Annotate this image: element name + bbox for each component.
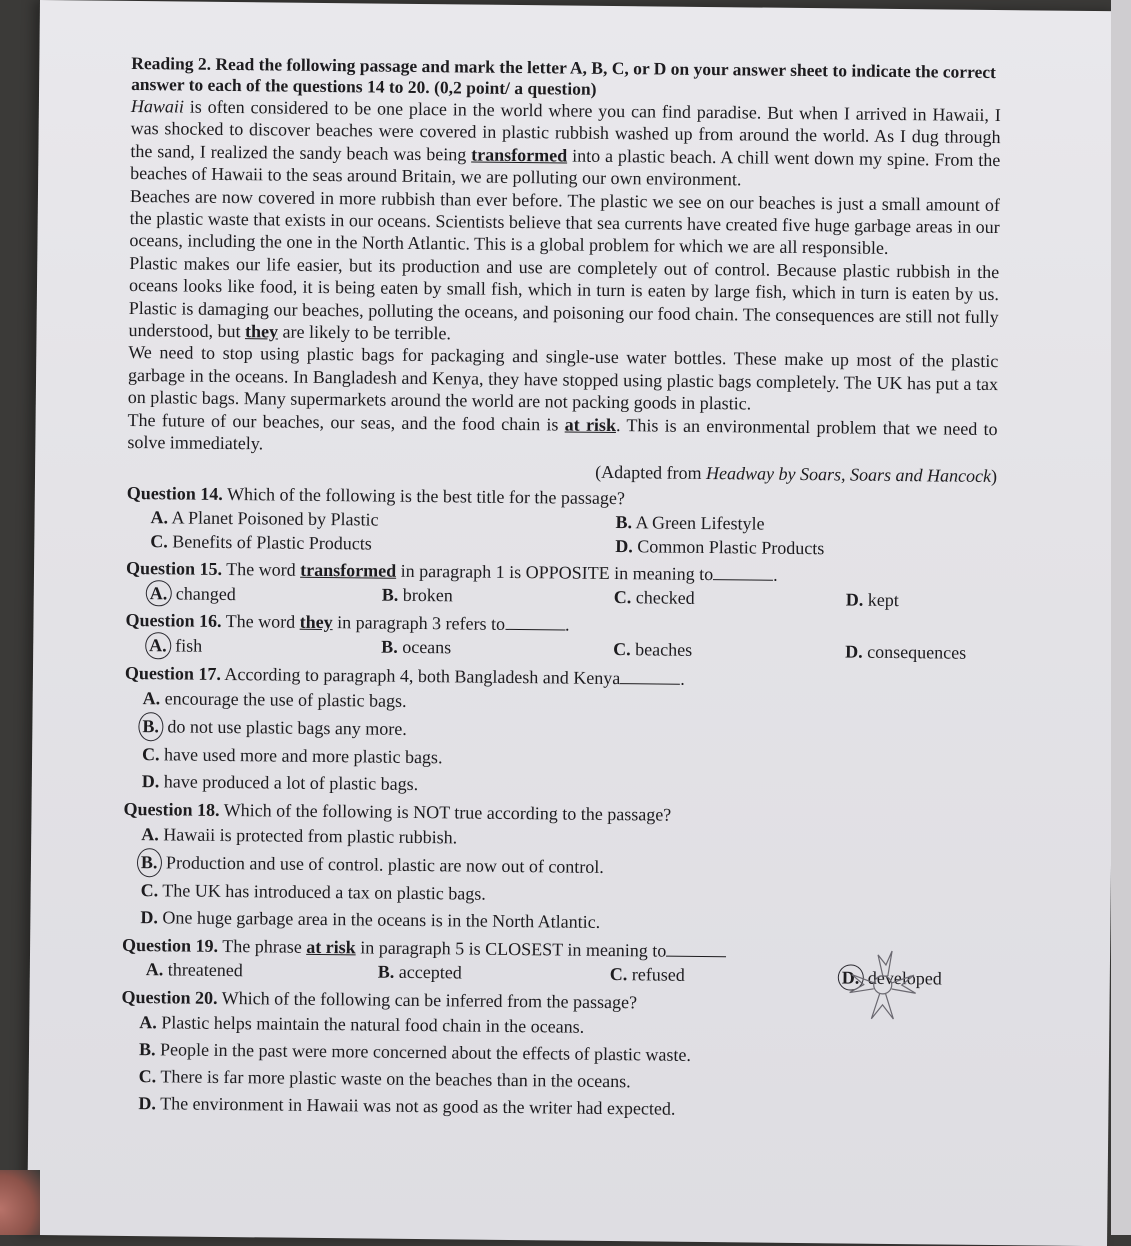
question-15-text-a: The word	[221, 558, 301, 580]
q16-option-a-text: fish	[175, 635, 203, 656]
q16-option-d-text: consequences	[867, 641, 967, 663]
question-15-text-b: in paragraph 1 is OPPOSITE in meaning to	[396, 560, 714, 584]
q14-option-d-text: Common Plastic Products	[637, 536, 825, 559]
q14-letter-d: D.	[615, 536, 633, 557]
source-book-title: Headway by Soars, Soars and Hancock	[706, 462, 992, 486]
q16-option-c-text: beaches	[635, 639, 693, 660]
q19-letter-c: C.	[609, 963, 628, 984]
q19-letter-b: B.	[377, 961, 395, 982]
q17-letter-d: D.	[141, 770, 160, 791]
q18-option-d-text: One huge garbage area in the oceans is in the North Atlantic.	[162, 906, 601, 932]
paragraph-3-text-a: Plastic makes our life easier, but its production and use are completely out of control. Because plastic rubbish in the oceans looks like food, it is being eaten by small fish, which in turn is eaten by large fish, which in turn is eaten by us. Plastic is damaging our beaches, polluting the oceans, and poisoning our food chain. The consequences are still not fully understood, but	[128, 252, 1000, 342]
paragraph-5-text-b: . This is an environmental problem that we need to solve immediately.	[127, 414, 998, 454]
paragraph-5	[127, 409, 997, 463]
paragraph-3-text-b: are likely to be terrible.	[277, 321, 452, 344]
underlined-transformed: transformed	[471, 144, 568, 166]
q16-option-d[interactable]	[845, 639, 1005, 667]
question-16-underlined: they	[299, 611, 333, 633]
question-17-text: According to paragraph 4, both Bangladesh and Kenya	[220, 663, 621, 688]
answer-blank	[666, 955, 726, 957]
q15-option-c-text: checked	[635, 586, 695, 608]
q17-letter-c: C.	[142, 743, 160, 764]
q19-option-b-text: accepted	[398, 961, 462, 982]
q19-letter-d-circled: D.	[838, 964, 864, 991]
question-14-options	[126, 504, 996, 562]
flower-doodle-icon	[847, 947, 918, 1028]
q16-letter-b: B.	[381, 636, 398, 657]
question-16-text-b: in paragraph 3 refers to	[332, 612, 506, 634]
question-18-text: Which of the following is NOT true according to the passage?	[219, 799, 672, 825]
q15-letter-d: D.	[845, 588, 864, 610]
q16-option-a[interactable]	[149, 632, 381, 661]
question-16-text-a: The word	[221, 610, 300, 632]
q16-letter-a-circled: A.	[145, 632, 171, 659]
q19-option-c[interactable]	[610, 962, 842, 991]
question-15-period: .	[773, 564, 778, 585]
q17-letter-b-circled: B.	[138, 712, 163, 741]
source-suffix: )	[990, 465, 998, 486]
background-edge	[1111, 0, 1131, 1235]
q19-option-d-text: developed	[867, 967, 942, 988]
question-15-underlined: transformed	[300, 559, 397, 581]
question-15-label: Question 15.	[125, 557, 223, 579]
underlined-at-risk: at risk	[564, 414, 617, 435]
q17-option-a-text: encourage the use of plastic bags.	[164, 687, 407, 711]
q17-option-c-text: have used more and more plastic bags.	[164, 743, 443, 767]
paragraph-1-text-b: into a plastic beach. A chill went down my spine. From the beaches of Hawaii to the seas around Britain, we are polluting our own environment.	[130, 145, 1001, 190]
q14-letter-a: A.	[150, 506, 169, 527]
q20-option-c-text: There is far more plastic waste on the beaches than in the oceans.	[160, 1066, 631, 1092]
worksheet-paper	[27, 0, 1120, 1246]
q19-option-a[interactable]	[146, 957, 378, 986]
question-14-text: Which of the following is the best title for the passage?	[222, 483, 626, 508]
paragraph-1	[130, 95, 1001, 194]
q19-option-c-text: refused	[631, 963, 685, 985]
question-19-label: Question 19.	[122, 934, 219, 956]
q16-letter-c: C.	[613, 639, 631, 660]
answer-blank	[713, 579, 773, 581]
q20-letter-b: B.	[138, 1039, 156, 1060]
q17-option-b-text: do not use plastic bags any more.	[167, 715, 407, 739]
q14-option-d[interactable]	[615, 534, 1015, 563]
question-16-period: .	[564, 614, 570, 635]
q20-letter-c: C.	[138, 1066, 157, 1087]
q16-option-c[interactable]	[613, 637, 845, 666]
q18-option-c-text: The UK has introduced a tax on plastic bags.	[162, 879, 486, 904]
q19-option-a-text: threatened	[167, 958, 243, 980]
q14-option-c[interactable]	[150, 529, 615, 558]
question-17-period: .	[680, 668, 685, 689]
q15-letter-a-circled: A.	[146, 580, 172, 607]
q17-option-d-text: have produced a lot of plastic bags.	[163, 770, 419, 794]
q16-letter-d: D.	[845, 641, 863, 662]
q20-option-b-text: People in the past were more concerned about the effects of plastic waste.	[159, 1039, 692, 1065]
paragraph-1-first-word: Hawaii	[130, 95, 185, 117]
q18-letter-a: A.	[141, 823, 159, 844]
question-18-options	[122, 820, 993, 939]
q15-letter-b: B.	[381, 584, 399, 605]
answer-blank	[620, 683, 680, 685]
q15-letter-c: C.	[613, 586, 632, 607]
q18-option-a-text: Hawaii is protected from plastic rubbish.	[163, 823, 458, 847]
q15-option-b[interactable]	[382, 582, 614, 611]
q20-letter-d: D.	[138, 1093, 157, 1114]
q20-option-d-text: The environment in Hawaii was not as good as the writer had expected.	[160, 1093, 676, 1119]
underlined-they: they	[244, 321, 279, 342]
answer-blank	[505, 629, 565, 631]
q15-option-b-text: broken	[402, 584, 453, 605]
q15-option-a-text: changed	[175, 582, 236, 604]
q14-letter-c: C.	[150, 531, 168, 552]
q18-option-b-text: Production and use of control. plastic are now out of control.	[165, 851, 604, 877]
q18-letter-d: D.	[140, 906, 159, 927]
paragraph-5-text-a: The future of our beaches, our seas, and the food chain is	[127, 409, 565, 435]
question-14-label: Question 14.	[126, 482, 223, 504]
question-19-text-a: The phrase	[218, 935, 307, 957]
q14-option-b-text: A Green Lifestyle	[635, 511, 765, 534]
q14-option-c-text: Benefits of Plastic Products	[172, 531, 372, 554]
q20-option-a-text: Plastic helps maintain the natural food chain in the oceans.	[161, 1012, 585, 1037]
paragraph-3	[128, 252, 999, 351]
question-20-text: Which of the following can be inferred from the passage?	[217, 987, 638, 1013]
question-20-label: Question 20.	[121, 986, 218, 1008]
q17-letter-a: A.	[142, 687, 161, 708]
thumb-in-photo	[0, 1170, 40, 1235]
paragraph-2: Beaches are now covered in more rubbish than ever before. The plastic we see on our beaches is just a small amount of the plastic waste that exists in our oceans. Scientists believe that sea currents have created five huge garbage areas in our oceans, including the one in the North Atlantic. This is a global problem for which we are all responsible.	[129, 185, 1001, 259]
q15-option-c[interactable]	[614, 585, 846, 614]
q20-letter-a: A.	[139, 1012, 157, 1033]
source-prefix: (Adapted from	[595, 461, 707, 483]
q16-option-b[interactable]	[381, 635, 613, 664]
question-19-underlined: at risk	[306, 936, 356, 957]
q14-option-a-text: A Planet Poisoned by Plastic	[171, 506, 379, 530]
paragraph-4: We need to stop using plastic bags for packaging and single-use water bottles. These make up most of the plastic garbage in the oceans. In Bangladesh and Kenya, they have stopped using plastic bags completely. The UK has put a tax on plastic bags. Many supermarkets around the world are not packing goods in plastic.	[127, 342, 999, 414]
q19-letter-a: A.	[145, 958, 164, 979]
question-19-text-b: in paragraph 5 is CLOSEST in meaning to	[355, 936, 667, 961]
q15-option-d-text: kept	[867, 589, 899, 610]
question-17-options	[124, 684, 995, 803]
question-16-label: Question 16.	[125, 609, 222, 631]
question-18-label: Question 18.	[123, 798, 220, 820]
q15-option-d[interactable]	[846, 587, 1006, 615]
section-heading: Reading 2. Read the following passage and mark the letter A, B, C, or D on your answer sheet to indicate the correct answer to each of the questions 14 to 20. (0,2 point/ a question)	[131, 52, 996, 99]
q15-option-a[interactable]	[150, 580, 382, 609]
q19-option-b[interactable]	[378, 959, 610, 988]
question-17-label: Question 17.	[124, 662, 222, 684]
q18-letter-c: C.	[140, 879, 159, 900]
q14-letter-b: B.	[615, 511, 633, 532]
paragraph-1-text-a: is often considered to be one place in the world where you can find paradise. But when I arrived in Hawaii, I was shocked to discover beaches were covered in plastic rubbish washed up from around the world. As I dug through the sand, I realized the sandy beach was being	[130, 96, 1001, 165]
q18-letter-b-circled: B.	[137, 848, 162, 877]
q16-option-b-text: oceans	[402, 636, 452, 658]
